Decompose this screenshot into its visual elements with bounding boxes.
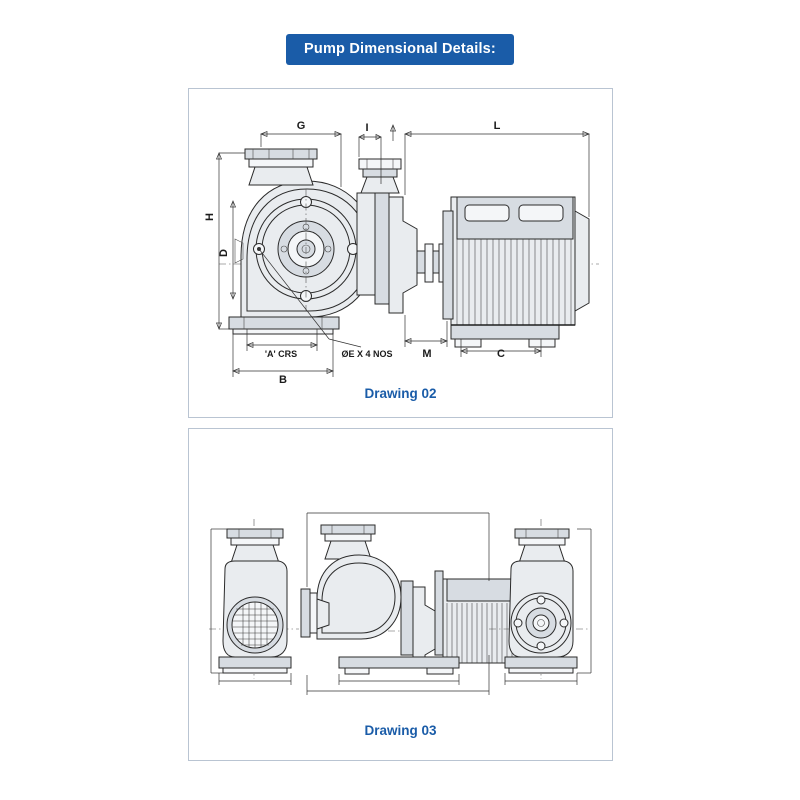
dim-label-B: B xyxy=(279,374,287,386)
dim-label-A-CRS: 'A' CRS xyxy=(264,349,298,359)
dim-label-M: M xyxy=(422,348,432,360)
dim-label-L: L xyxy=(493,120,501,132)
dim-label-I: I xyxy=(365,122,369,134)
drawing-02-caption: Drawing 02 xyxy=(364,386,437,401)
dim-label-C: C xyxy=(497,348,505,360)
dim-label-G: G xyxy=(296,120,306,132)
drawing-panel-03 xyxy=(188,428,613,761)
drawing-02-canvas xyxy=(189,89,612,417)
page-title: Pump Dimensional Details: xyxy=(286,34,514,65)
drawing-panel-02 xyxy=(188,88,613,418)
header-banner-wrap xyxy=(0,34,800,65)
dim-label-D: D xyxy=(218,249,230,257)
drawing-03-canvas xyxy=(189,429,612,760)
dim-label-H: H xyxy=(204,213,216,221)
drawing-03-caption: Drawing 03 xyxy=(364,723,437,738)
dim-label-E: ØE X 4 NOS xyxy=(341,349,393,359)
